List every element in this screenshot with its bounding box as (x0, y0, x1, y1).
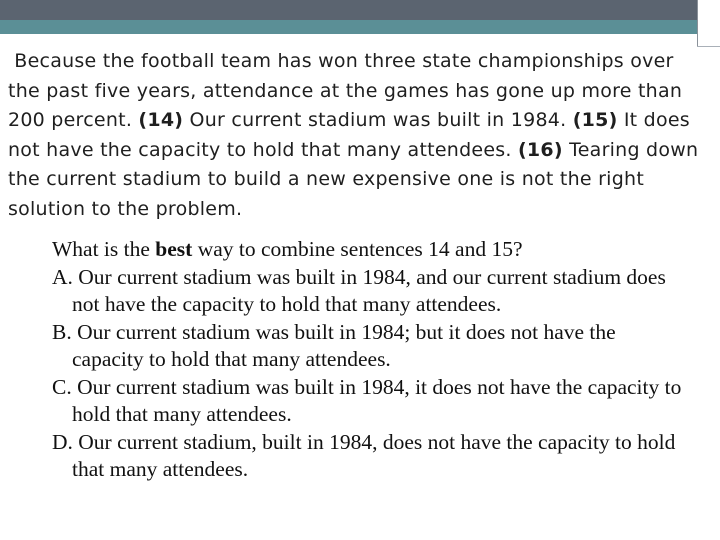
option-b[interactable]: B. Our current stadium was built in 1984; but it does not have the capacity to hold that many attendees. (52, 319, 616, 371)
top-header-bar (0, 0, 720, 20)
question-prefix: What is the (52, 237, 150, 261)
accent-bar (0, 20, 720, 34)
option-d[interactable]: D. Our current stadium, built in 1984, does not have the capacity to hold that many attendees. (52, 429, 676, 481)
sentence-14-number: (14) (138, 109, 184, 131)
sentence-16: Tearing down the current stadium to build a new expensive one is not the right solution to the problem. (8, 138, 699, 220)
reading-passage (8, 47, 708, 224)
corner-decoration (697, 0, 720, 47)
question-prompt (52, 236, 692, 264)
option-c[interactable]: C. Our current stadium was built in 1984, it does not have the capacity to hold that many attendees. (52, 374, 682, 426)
sentence-13: Because the football team has won three state championships over the past five years, attendance at the games has gone up more than 200 percent. (8, 50, 683, 131)
sentence-16-number: (16) (518, 138, 563, 161)
question-emphasis: best (155, 237, 193, 261)
question-block (52, 236, 692, 484)
corner-divider (697, 0, 698, 46)
sentence-14: Our current stadium was built in 1984. (189, 109, 567, 131)
option-a[interactable]: A. Our current stadium was built in 1984, and our current stadium does not have the capacity to hold that many attendees. (52, 264, 666, 316)
question-suffix: way to combine sentences 14 and 15? (197, 237, 523, 261)
sentence-15-number: (15) (572, 109, 618, 131)
sentence-15: It does not have the capacity to hold that many attendees. (8, 109, 690, 161)
